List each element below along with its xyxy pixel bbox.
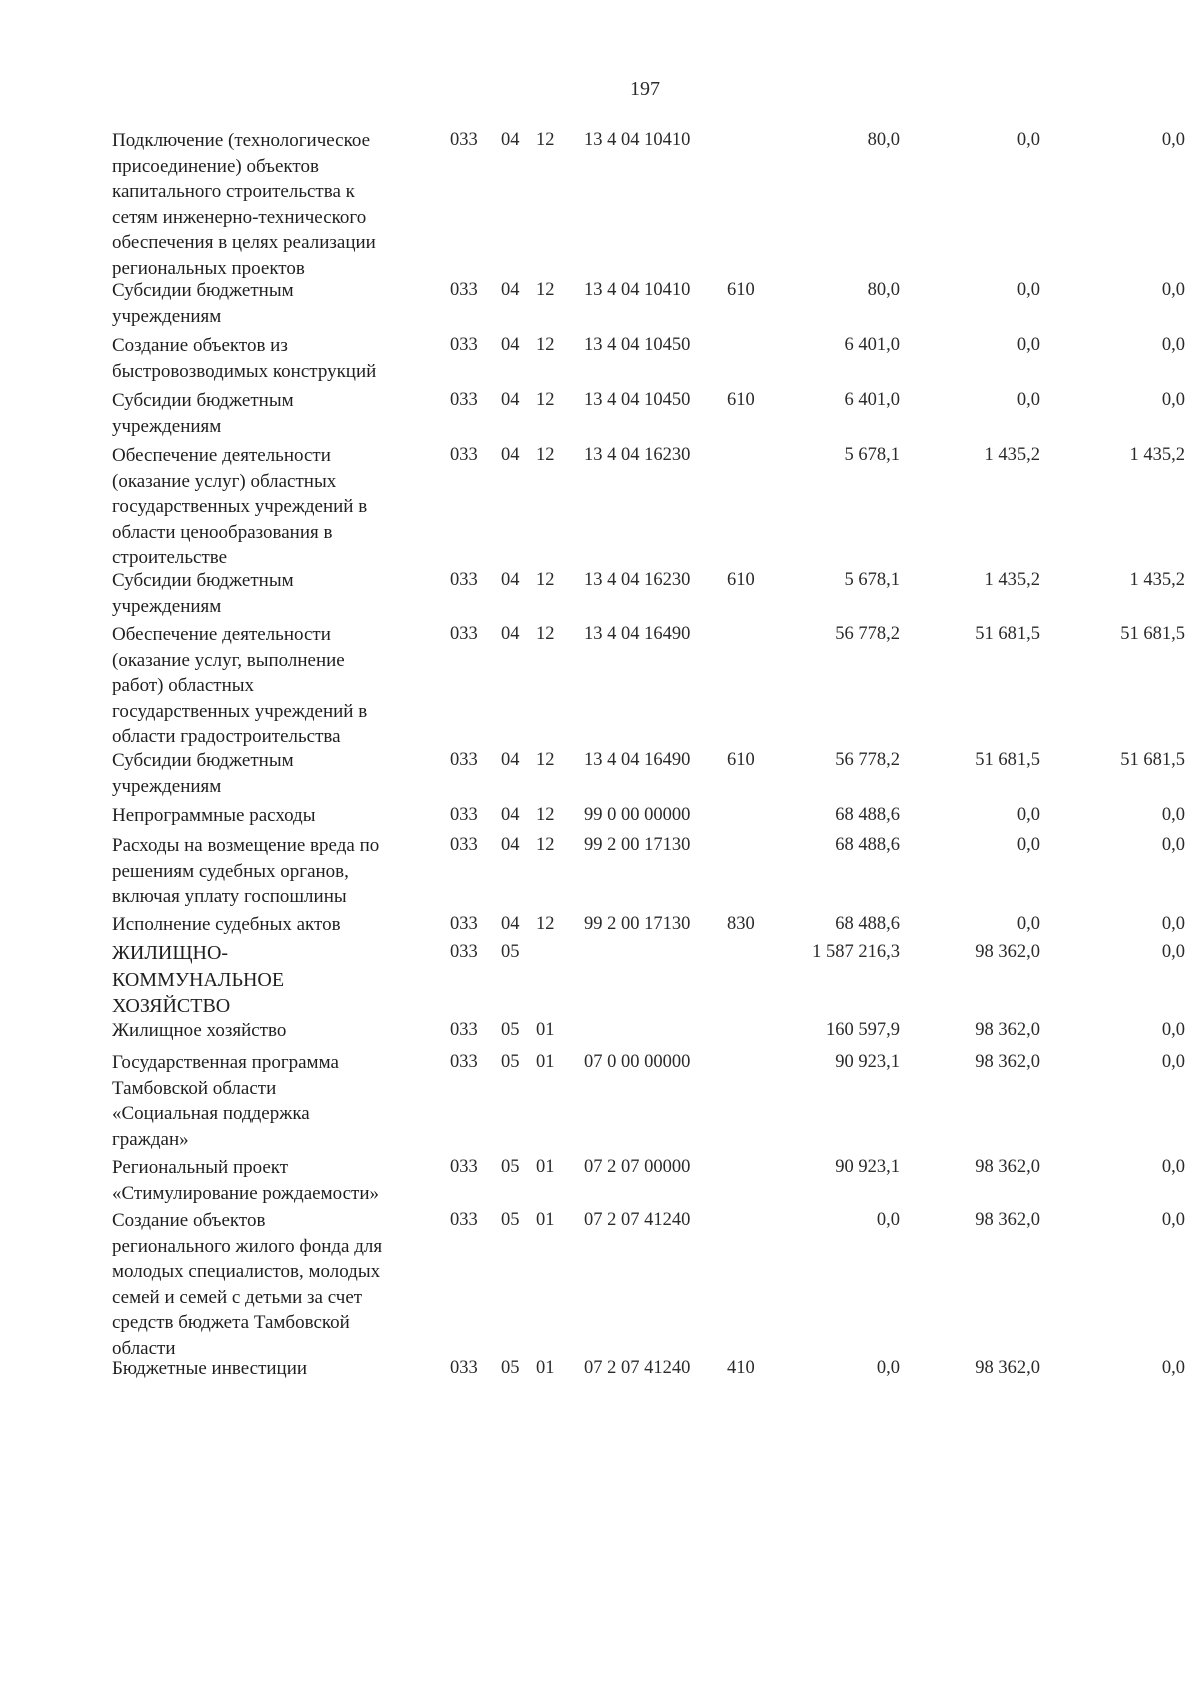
row-name: Субсидии бюджетным учреждениям (112, 570, 294, 617)
expense-type-code: 830 (727, 914, 755, 934)
amount-year-3: 1 435,2 (1129, 570, 1185, 590)
section-code: 05 (501, 1157, 520, 1177)
amount-year-2: 98 362,0 (975, 942, 1040, 962)
section-code: 05 (501, 942, 520, 962)
row-name: Обеспечение деятельности (оказание услуг) областных государственных учреждений в области ценообразования в строительстве (112, 445, 368, 568)
subsection-code: 12 (536, 445, 555, 465)
amount-year-2: 0,0 (1016, 805, 1040, 825)
amount-year-1: 160 597,9 (826, 1020, 900, 1040)
amount-year-2: 98 362,0 (975, 1358, 1040, 1378)
section-code: 04 (501, 280, 520, 300)
ministry-code: 033 (450, 1052, 478, 1072)
ministry-code: 033 (450, 130, 478, 150)
section-code: 04 (501, 570, 520, 590)
amount-year-2: 0,0 (1016, 835, 1040, 855)
ministry-code: 033 (450, 1210, 478, 1230)
amount-year-3: 1 435,2 (1129, 445, 1185, 465)
ministry-code: 033 (450, 835, 478, 855)
subsection-code: 12 (536, 835, 555, 855)
amount-year-2: 0,0 (1016, 280, 1040, 300)
target-article-code: 13 4 04 16230 (584, 570, 691, 590)
amount-year-1: 0,0 (876, 1210, 900, 1230)
target-article-code: 13 4 04 10450 (584, 335, 691, 355)
target-article-code: 07 2 07 41240 (584, 1210, 691, 1230)
subsection-code: 12 (536, 805, 555, 825)
subsection-code: 12 (536, 914, 555, 934)
amount-year-3: 0,0 (1161, 1052, 1185, 1072)
amount-year-1: 5 678,1 (844, 445, 900, 465)
expense-type-code: 610 (727, 280, 755, 300)
section-code: 05 (501, 1210, 520, 1230)
section-code: 05 (501, 1358, 520, 1378)
amount-year-3: 0,0 (1161, 942, 1185, 962)
row-name: Субсидии бюджетным учреждениям (112, 390, 294, 437)
target-article-code: 07 2 07 00000 (584, 1157, 691, 1177)
amount-year-1: 5 678,1 (844, 570, 900, 590)
target-article-code: 13 4 04 10450 (584, 390, 691, 410)
amount-year-2: 98 362,0 (975, 1052, 1040, 1072)
amount-year-1: 6 401,0 (844, 390, 900, 410)
section-code: 04 (501, 130, 520, 150)
target-article-code: 99 0 00 00000 (584, 805, 691, 825)
subsection-code: 01 (536, 1020, 555, 1040)
amount-year-3: 51 681,5 (1120, 624, 1185, 644)
section-code: 04 (501, 390, 520, 410)
expense-type-code: 610 (727, 390, 755, 410)
amount-year-3: 0,0 (1161, 1157, 1185, 1177)
row-name: Обеспечение деятельности (оказание услуг, выполнение работ) областных государственных учреждений в области градостроительства (112, 624, 368, 747)
section-code: 04 (501, 335, 520, 355)
amount-year-3: 0,0 (1161, 1020, 1185, 1040)
page-number: 197 (630, 78, 660, 100)
row-name: Региональный проект «Стимулирование рождаемости» (112, 1157, 379, 1204)
target-article-code: 99 2 00 17130 (584, 914, 691, 934)
ministry-code: 033 (450, 1358, 478, 1378)
subsection-code: 12 (536, 390, 555, 410)
amount-year-3: 0,0 (1161, 130, 1185, 150)
amount-year-3: 0,0 (1161, 1358, 1185, 1378)
ministry-code: 033 (450, 624, 478, 644)
amount-year-1: 1 587 216,3 (812, 942, 900, 962)
ministry-code: 033 (450, 1020, 478, 1040)
row-name: Субсидии бюджетным учреждениям (112, 750, 294, 797)
expense-type-code: 410 (727, 1358, 755, 1378)
ministry-code: 033 (450, 805, 478, 825)
amount-year-2: 1 435,2 (984, 445, 1040, 465)
target-article-code: 13 4 04 16490 (584, 624, 691, 644)
ministry-code: 033 (450, 390, 478, 410)
section-code: 04 (501, 914, 520, 934)
row-name: Создание объектов из быстровозводимых конструкций (112, 335, 377, 382)
subsection-code: 12 (536, 624, 555, 644)
amount-year-2: 0,0 (1016, 335, 1040, 355)
ministry-code: 033 (450, 914, 478, 934)
row-name: Субсидии бюджетным учреждениям (112, 280, 294, 327)
amount-year-2: 0,0 (1016, 390, 1040, 410)
section-code: 04 (501, 750, 520, 770)
subsection-code: 12 (536, 750, 555, 770)
section-code: 04 (501, 624, 520, 644)
ministry-code: 033 (450, 750, 478, 770)
amount-year-1: 56 778,2 (835, 624, 900, 644)
subsection-code: 01 (536, 1052, 555, 1072)
ministry-code: 033 (450, 445, 478, 465)
amount-year-2: 98 362,0 (975, 1157, 1040, 1177)
amount-year-2: 0,0 (1016, 914, 1040, 934)
amount-year-1: 68 488,6 (835, 805, 900, 825)
section-code: 04 (501, 835, 520, 855)
section-code: 04 (501, 445, 520, 465)
section-code: 05 (501, 1020, 520, 1040)
target-article-code: 07 2 07 41240 (584, 1358, 691, 1378)
amount-year-3: 0,0 (1161, 335, 1185, 355)
row-name: ЖИЛИЩНО- КОММУНАЛЬНОЕ ХОЗЯЙСТВО (112, 942, 285, 1017)
subsection-code: 01 (536, 1358, 555, 1378)
section-code: 05 (501, 1052, 520, 1072)
target-article-code: 13 4 04 10410 (584, 130, 691, 150)
amount-year-3: 0,0 (1161, 1210, 1185, 1230)
amount-year-2: 1 435,2 (984, 570, 1040, 590)
amount-year-1: 68 488,6 (835, 914, 900, 934)
amount-year-3: 0,0 (1161, 914, 1185, 934)
section-code: 04 (501, 805, 520, 825)
amount-year-3: 0,0 (1161, 280, 1185, 300)
amount-year-2: 51 681,5 (975, 624, 1040, 644)
amount-year-3: 51 681,5 (1120, 750, 1185, 770)
subsection-code: 12 (536, 130, 555, 150)
row-name: Создание объектов регионального жилого фонда для молодых специалистов, молодых семей и семей с детьми за счет средств бюджета Тамбовской области (112, 1210, 383, 1359)
amount-year-1: 90 923,1 (835, 1052, 900, 1072)
subsection-code: 01 (536, 1157, 555, 1177)
ministry-code: 033 (450, 335, 478, 355)
target-article-code: 13 4 04 16490 (584, 750, 691, 770)
subsection-code: 12 (536, 335, 555, 355)
subsection-code: 01 (536, 1210, 555, 1230)
amount-year-3: 0,0 (1161, 390, 1185, 410)
subsection-code: 12 (536, 570, 555, 590)
amount-year-1: 68 488,6 (835, 835, 900, 855)
amount-year-1: 90 923,1 (835, 1157, 900, 1177)
ministry-code: 033 (450, 942, 478, 962)
ministry-code: 033 (450, 1157, 478, 1177)
row-name: Исполнение судебных актов (112, 914, 341, 935)
ministry-code: 033 (450, 280, 478, 300)
amount-year-2: 98 362,0 (975, 1020, 1040, 1040)
amount-year-2: 98 362,0 (975, 1210, 1040, 1230)
amount-year-1: 80,0 (867, 280, 900, 300)
amount-year-3: 0,0 (1161, 835, 1185, 855)
subsection-code: 12 (536, 280, 555, 300)
expense-type-code: 610 (727, 750, 755, 770)
target-article-code: 99 2 00 17130 (584, 835, 691, 855)
row-name: Жилищное хозяйство (112, 1020, 287, 1041)
row-name: Бюджетные инвестиции (112, 1358, 308, 1379)
target-article-code: 13 4 04 10410 (584, 280, 691, 300)
amount-year-2: 0,0 (1016, 130, 1040, 150)
amount-year-1: 80,0 (867, 130, 900, 150)
ministry-code: 033 (450, 570, 478, 590)
row-name: Государственная программа Тамбовской области «Социальная поддержка граждан» (112, 1052, 339, 1150)
amount-year-1: 0,0 (876, 1358, 900, 1378)
row-name: Подключение (технологическое присоединение) объектов капитального строительства к сетям инженерно-технического обеспечения в целях реализации региональных проектов (112, 130, 376, 279)
amount-year-1: 6 401,0 (844, 335, 900, 355)
amount-year-2: 51 681,5 (975, 750, 1040, 770)
target-article-code: 13 4 04 16230 (584, 445, 691, 465)
amount-year-3: 0,0 (1161, 805, 1185, 825)
row-name: Непрограммные расходы (112, 805, 316, 826)
row-name: Расходы на возмещение вреда по решениям судебных органов, включая уплату госпошлины (112, 835, 380, 907)
amount-year-1: 56 778,2 (835, 750, 900, 770)
expense-type-code: 610 (727, 570, 755, 590)
target-article-code: 07 0 00 00000 (584, 1052, 691, 1072)
